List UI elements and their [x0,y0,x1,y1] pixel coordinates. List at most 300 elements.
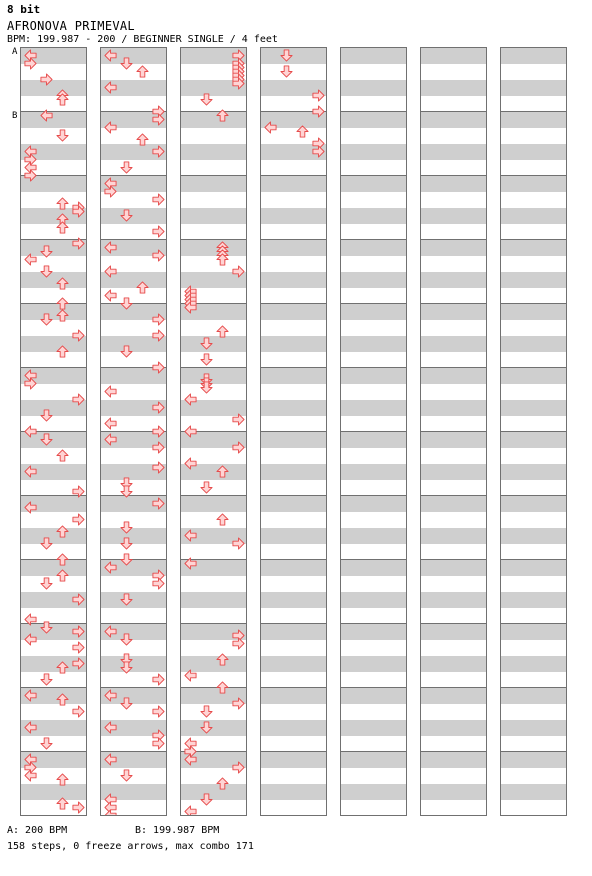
beat-band [341,80,406,96]
right-arrow-icon [152,249,165,262]
right-arrow-icon [152,113,165,126]
left-arrow-icon [24,613,37,626]
beat-band [421,528,486,544]
left-arrow-icon [24,721,37,734]
beat-band [341,368,406,384]
right-arrow-icon [232,77,245,90]
beat-band [341,272,406,288]
beat-band [421,656,486,672]
bpm-marker-b: B [12,111,18,121]
down-arrow-icon [40,409,53,422]
right-arrow-icon [152,673,165,686]
right-arrow-icon [232,637,245,650]
legend-bpm-b: B: 199.987 BPM [135,825,220,836]
right-arrow-icon [152,225,165,238]
beat-band [341,208,406,224]
down-arrow-icon [40,245,53,258]
beat-band [101,592,166,608]
up-arrow-icon [216,513,229,526]
measure-line [341,367,406,368]
left-arrow-icon [184,457,197,470]
beat-band [261,208,326,224]
right-arrow-icon [232,441,245,454]
up-arrow-icon [296,125,309,138]
down-arrow-icon [120,209,133,222]
beat-band [261,304,326,320]
beat-band [501,304,566,320]
measure-line [261,303,326,304]
beat-band [21,784,86,800]
right-arrow-icon [152,313,165,326]
down-arrow-icon [200,381,213,394]
up-arrow-icon [216,653,229,666]
beat-band [261,496,326,512]
beat-band [181,240,246,256]
right-arrow-icon [312,105,325,118]
measure-line [261,687,326,688]
down-arrow-icon [120,57,133,70]
right-arrow-icon [232,413,245,426]
measure-line [21,559,86,560]
beat-band [261,240,326,256]
beat-band [421,688,486,704]
right-arrow-icon [24,169,37,182]
measure-line [181,687,246,688]
chart-column-4 [260,47,327,816]
right-arrow-icon [72,705,85,718]
right-arrow-icon [152,193,165,206]
beat-band [501,80,566,96]
up-arrow-icon [56,553,69,566]
left-arrow-icon [24,425,37,438]
down-arrow-icon [120,161,133,174]
up-arrow-icon [56,309,69,322]
right-arrow-icon [312,89,325,102]
beat-band [341,528,406,544]
down-arrow-icon [280,49,293,62]
beat-band [421,112,486,128]
up-arrow-icon [56,221,69,234]
up-arrow-icon [56,693,69,706]
up-arrow-icon [56,449,69,462]
beat-band [261,48,326,64]
beat-band [181,208,246,224]
down-arrow-icon [40,737,53,750]
down-arrow-icon [200,353,213,366]
down-arrow-icon [40,265,53,278]
measure-line [501,303,566,304]
measure-line [501,431,566,432]
beat-band [21,80,86,96]
beat-band [501,240,566,256]
down-arrow-icon [120,593,133,606]
beat-band [501,496,566,512]
song-title: AFRONOVA PRIMEVAL [7,19,135,33]
measure-line [261,495,326,496]
beat-band [501,752,566,768]
down-arrow-icon [120,633,133,646]
left-arrow-icon [40,109,53,122]
measure-line [501,175,566,176]
left-arrow-icon [264,121,277,134]
left-arrow-icon [104,625,117,638]
beat-band [21,272,86,288]
measure-line [101,303,166,304]
left-arrow-icon [24,501,37,514]
bpm-marker-a: A [12,47,18,57]
chart-column-2 [100,47,167,816]
up-arrow-icon [136,133,149,146]
down-arrow-icon [200,93,213,106]
measure-line [101,687,166,688]
measure-line [501,367,566,368]
down-arrow-icon [200,705,213,718]
beat-band [501,720,566,736]
left-arrow-icon [184,301,197,314]
right-arrow-icon [152,361,165,374]
measure-line [421,175,486,176]
beat-band [501,432,566,448]
beat-band [501,272,566,288]
up-arrow-icon [216,465,229,478]
up-arrow-icon [216,325,229,338]
beat-band [181,368,246,384]
beat-band [421,304,486,320]
right-arrow-icon [104,185,117,198]
beat-band [501,688,566,704]
beat-band [261,272,326,288]
up-arrow-icon [216,109,229,122]
beat-band [341,656,406,672]
beat-band [341,240,406,256]
beat-band [421,432,486,448]
down-arrow-icon [120,553,133,566]
beat-band [261,400,326,416]
beat-band [421,400,486,416]
right-arrow-icon [152,737,165,750]
beat-band [501,784,566,800]
right-arrow-icon [152,705,165,718]
beat-band [421,144,486,160]
beat-band [21,560,86,576]
right-arrow-icon [232,265,245,278]
beat-band [261,176,326,192]
beat-band [341,304,406,320]
measure-line [21,751,86,752]
down-arrow-icon [120,485,133,498]
measure-line [261,175,326,176]
beat-band [181,784,246,800]
measure-line [341,559,406,560]
beat-band [181,592,246,608]
down-arrow-icon [40,313,53,326]
left-arrow-icon [104,433,117,446]
chart-column-1 [20,47,87,816]
up-arrow-icon [56,525,69,538]
left-arrow-icon [184,393,197,406]
down-arrow-icon [280,65,293,78]
right-arrow-icon [72,801,85,814]
beat-band [421,48,486,64]
measure-line [341,431,406,432]
beat-band [261,432,326,448]
beat-band [341,432,406,448]
beat-band [341,48,406,64]
beat-band [261,336,326,352]
left-arrow-icon [24,689,37,702]
measure-line [341,623,406,624]
left-arrow-icon [184,805,197,816]
beat-band [421,240,486,256]
measure-line [421,623,486,624]
up-arrow-icon [56,277,69,290]
left-arrow-icon [104,689,117,702]
up-arrow-icon [56,93,69,106]
right-arrow-icon [72,329,85,342]
left-arrow-icon [24,769,37,782]
down-arrow-icon [120,661,133,674]
up-arrow-icon [56,797,69,810]
down-arrow-icon [40,621,53,634]
beat-band [261,464,326,480]
beat-band [341,720,406,736]
measure-line [501,239,566,240]
beat-band [501,656,566,672]
measure-line [421,111,486,112]
left-arrow-icon [104,417,117,430]
left-arrow-icon [104,49,117,62]
left-arrow-icon [24,465,37,478]
measure-line [181,239,246,240]
measure-line [341,175,406,176]
step-summary: 158 steps, 0 freeze arrows, max combo 171 [7,841,254,852]
beat-band [421,624,486,640]
left-arrow-icon [104,809,117,816]
measure-line [421,559,486,560]
right-arrow-icon [72,237,85,250]
beat-band [501,464,566,480]
beat-band [421,784,486,800]
up-arrow-icon [56,661,69,674]
beat-band [501,176,566,192]
measure-line [101,623,166,624]
measure-line [101,175,166,176]
beat-band [501,624,566,640]
right-arrow-icon [152,461,165,474]
beat-band [421,80,486,96]
beat-band [101,528,166,544]
beat-band [341,176,406,192]
beat-band [341,752,406,768]
beat-band [261,784,326,800]
beat-band [341,400,406,416]
up-arrow-icon [56,569,69,582]
right-arrow-icon [72,657,85,670]
measure-line [101,495,166,496]
measure-line [501,751,566,752]
measure-line [261,559,326,560]
right-arrow-icon [152,145,165,158]
up-arrow-icon [56,773,69,786]
measure-line [101,239,166,240]
beat-band [341,464,406,480]
right-arrow-icon [152,441,165,454]
down-arrow-icon [200,337,213,350]
beat-band [261,368,326,384]
down-arrow-icon [200,721,213,734]
measure-line [501,687,566,688]
beat-band [421,720,486,736]
beat-band [501,208,566,224]
right-arrow-icon [72,485,85,498]
measure-line [501,559,566,560]
measure-line [501,623,566,624]
beat-band [421,272,486,288]
beat-band [101,656,166,672]
beat-band [501,336,566,352]
beat-band [501,112,566,128]
measure-line [341,687,406,688]
up-arrow-icon [56,345,69,358]
beat-band [341,336,406,352]
beat-band [101,208,166,224]
down-arrow-icon [200,793,213,806]
right-arrow-icon [152,401,165,414]
chart-style-label: 8 bit [7,3,41,16]
right-arrow-icon [72,393,85,406]
measure-line [181,175,246,176]
measure-line [341,303,406,304]
left-arrow-icon [104,121,117,134]
beat-band [421,208,486,224]
beat-band [341,688,406,704]
right-arrow-icon [232,537,245,550]
beat-band [261,688,326,704]
measure-line [341,111,406,112]
beat-band [421,464,486,480]
down-arrow-icon [120,537,133,550]
left-arrow-icon [184,425,197,438]
beat-band [501,368,566,384]
measure-line [261,431,326,432]
measure-line [21,687,86,688]
down-arrow-icon [40,673,53,686]
right-arrow-icon [72,205,85,218]
left-arrow-icon [104,289,117,302]
up-arrow-icon [216,777,229,790]
beat-band [261,592,326,608]
measure-line [261,367,326,368]
measure-line [341,239,406,240]
beat-band [21,528,86,544]
measure-line [101,559,166,560]
left-arrow-icon [184,529,197,542]
beat-band [421,336,486,352]
measure-line [341,495,406,496]
beat-band [261,560,326,576]
beat-band [421,496,486,512]
right-arrow-icon [24,377,37,390]
chart-column-7 [500,47,567,816]
right-arrow-icon [152,497,165,510]
beat-band [261,528,326,544]
down-arrow-icon [120,769,133,782]
beat-band [181,336,246,352]
beat-band [501,144,566,160]
legend-bpm-a: A: 200 BPM [7,825,68,836]
down-arrow-icon [120,297,133,310]
right-arrow-icon [152,577,165,590]
beat-band [341,624,406,640]
chart-info: BPM: 199.987 - 200 / BEGINNER SINGLE / 4 feet [7,34,278,45]
beat-band [21,112,86,128]
measure-line [421,431,486,432]
right-arrow-icon [24,57,37,70]
beat-band [341,112,406,128]
beat-band [501,560,566,576]
beat-band [501,528,566,544]
beat-band [181,112,246,128]
down-arrow-icon [40,577,53,590]
down-arrow-icon [40,433,53,446]
measure-line [421,303,486,304]
measure-line [21,367,86,368]
left-arrow-icon [104,561,117,574]
left-arrow-icon [104,265,117,278]
measure-line [501,111,566,112]
beat-band [421,752,486,768]
beat-band [421,176,486,192]
left-arrow-icon [184,669,197,682]
right-arrow-icon [232,761,245,774]
beat-band [181,144,246,160]
right-arrow-icon [152,425,165,438]
measure-line [421,367,486,368]
measure-line [501,495,566,496]
down-arrow-icon [200,481,213,494]
right-arrow-icon [72,641,85,654]
beat-band [21,304,86,320]
measure-line [181,495,246,496]
measure-line [21,111,86,112]
measure-line [421,239,486,240]
beat-band [181,720,246,736]
right-arrow-icon [232,697,245,710]
left-arrow-icon [104,753,117,766]
measure-line [421,495,486,496]
right-arrow-icon [72,625,85,638]
measure-line [421,687,486,688]
measure-line [421,751,486,752]
measure-line [261,623,326,624]
beat-band [501,400,566,416]
down-arrow-icon [120,521,133,534]
chart-column-3 [180,47,247,816]
beat-band [181,496,246,512]
measure-line [101,751,166,752]
beat-band [341,560,406,576]
left-arrow-icon [184,753,197,766]
left-arrow-icon [104,385,117,398]
right-arrow-icon [72,593,85,606]
beat-band [421,560,486,576]
beat-band [261,656,326,672]
beat-band [341,592,406,608]
measure-line [21,303,86,304]
down-arrow-icon [56,129,69,142]
beat-band [421,592,486,608]
left-arrow-icon [104,241,117,254]
